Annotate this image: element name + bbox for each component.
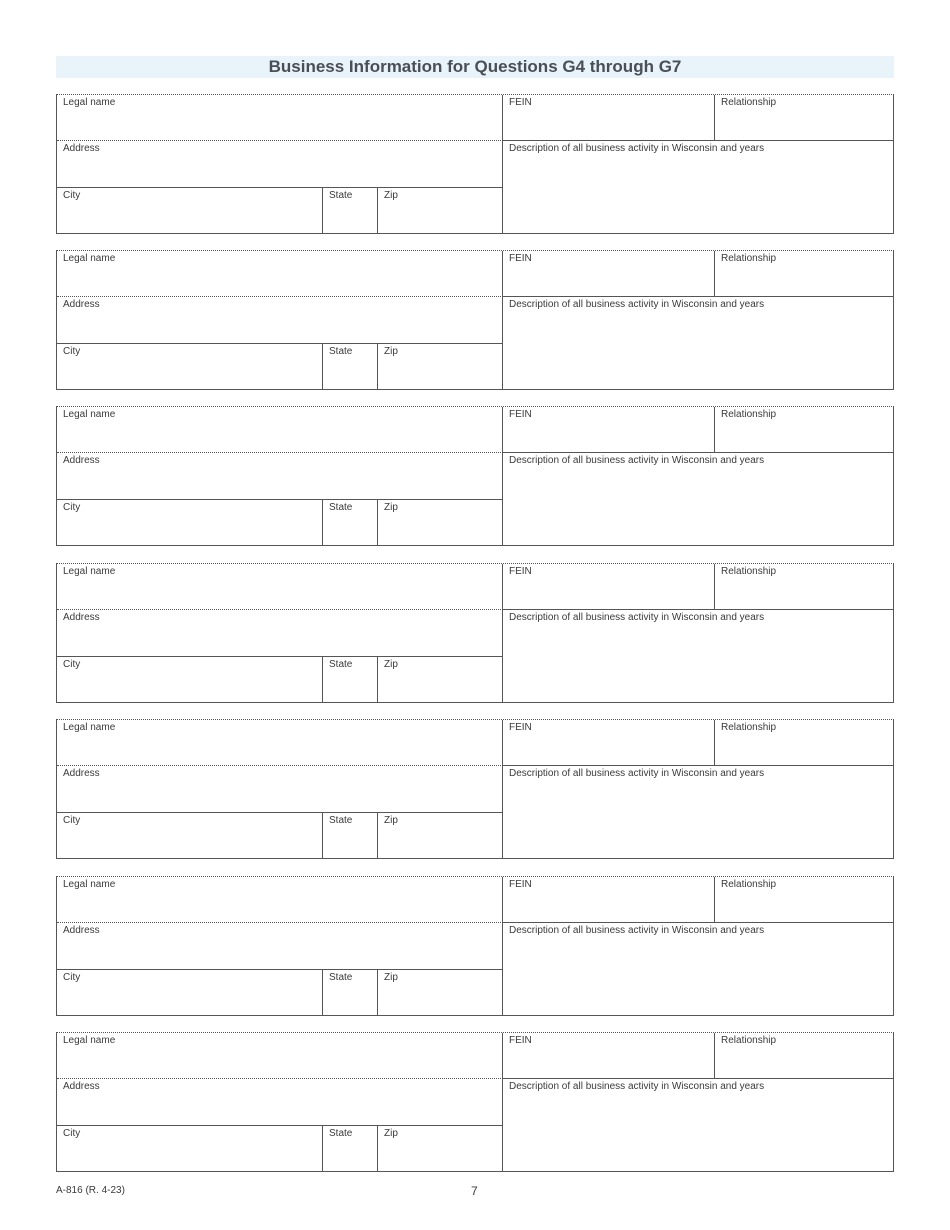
- state-field[interactable]: [323, 813, 378, 858]
- address-field-label: Address: [63, 455, 100, 466]
- state-field-label: State: [329, 972, 353, 983]
- zip-field-label: Zip: [384, 346, 398, 357]
- state-field-label: State: [329, 659, 353, 670]
- legal-name-field-label: Legal name: [63, 409, 116, 420]
- business-description-field-label: Description of all business activity in Wisconsin and years: [509, 299, 765, 310]
- fein-field[interactable]: [503, 564, 715, 610]
- state-field[interactable]: [323, 970, 378, 1015]
- state-field[interactable]: [323, 1126, 378, 1171]
- business-entry-6: [56, 876, 894, 1016]
- legal-name-field-label: Legal name: [63, 566, 116, 577]
- business-entry-3: [56, 406, 894, 546]
- legal-name-field-label: Legal name: [63, 722, 116, 733]
- address-field[interactable]: [57, 1079, 503, 1126]
- city-field-label: City: [63, 972, 81, 983]
- relationship-field[interactable]: [715, 1033, 893, 1079]
- fein-field[interactable]: [503, 1033, 715, 1079]
- business-description-field[interactable]: [503, 923, 893, 1015]
- legal-name-field[interactable]: [57, 720, 503, 766]
- relationship-field[interactable]: [715, 720, 893, 766]
- relationship-field[interactable]: [715, 407, 893, 453]
- state-field-label: State: [329, 502, 353, 513]
- city-field-label: City: [63, 346, 81, 357]
- relationship-field-label: Relationship: [721, 722, 777, 733]
- business-entry-2: [56, 250, 894, 390]
- legal-name-field[interactable]: [57, 1033, 503, 1079]
- business-description-field[interactable]: [503, 453, 893, 545]
- relationship-field-label: Relationship: [721, 97, 777, 108]
- city-field-label: City: [63, 659, 81, 670]
- relationship-field[interactable]: [715, 564, 893, 610]
- legal-name-field-label: Legal name: [63, 97, 116, 108]
- state-field[interactable]: [323, 657, 378, 702]
- zip-field-label: Zip: [384, 815, 398, 826]
- city-field-label: City: [63, 1128, 81, 1139]
- address-field[interactable]: [57, 141, 503, 188]
- fein-field[interactable]: [503, 95, 715, 141]
- city-field[interactable]: [57, 188, 323, 233]
- business-description-field-label: Description of all business activity in Wisconsin and years: [509, 612, 765, 623]
- zip-field-label: Zip: [384, 1128, 398, 1139]
- zip-field-label: Zip: [384, 190, 398, 201]
- legal-name-field[interactable]: [57, 564, 503, 610]
- city-field[interactable]: [57, 500, 323, 545]
- legal-name-field[interactable]: [57, 251, 503, 297]
- fein-field[interactable]: [503, 877, 715, 923]
- business-description-field[interactable]: [503, 1079, 893, 1171]
- business-description-field[interactable]: [503, 141, 893, 233]
- business-description-field[interactable]: [503, 766, 893, 858]
- city-field-label: City: [63, 815, 81, 826]
- city-field[interactable]: [57, 344, 323, 389]
- relationship-field[interactable]: [715, 877, 893, 923]
- state-field[interactable]: [323, 344, 378, 389]
- address-field[interactable]: [57, 766, 503, 813]
- fein-field[interactable]: [503, 720, 715, 766]
- relationship-field-label: Relationship: [721, 1035, 777, 1046]
- business-description-field-label: Description of all business activity in Wisconsin and years: [509, 768, 765, 779]
- legal-name-field-label: Legal name: [63, 1035, 116, 1046]
- fein-field-label: FEIN: [509, 1035, 532, 1046]
- relationship-field-label: Relationship: [721, 566, 777, 577]
- business-entry-4: [56, 563, 894, 703]
- fein-field[interactable]: [503, 251, 715, 297]
- address-field-label: Address: [63, 143, 100, 154]
- address-field[interactable]: [57, 923, 503, 970]
- business-entry-7: [56, 1032, 894, 1172]
- legal-name-field[interactable]: [57, 877, 503, 923]
- relationship-field[interactable]: [715, 95, 893, 141]
- business-description-field[interactable]: [503, 610, 893, 702]
- business-description-field[interactable]: [503, 297, 893, 389]
- city-field-label: City: [63, 190, 81, 201]
- business-entry-5: [56, 719, 894, 859]
- address-field[interactable]: [57, 297, 503, 344]
- fein-field-label: FEIN: [509, 97, 532, 108]
- zip-field[interactable]: [378, 1126, 503, 1171]
- address-field[interactable]: [57, 453, 503, 500]
- zip-field-label: Zip: [384, 972, 398, 983]
- zip-field[interactable]: [378, 813, 503, 858]
- address-field-label: Address: [63, 925, 100, 936]
- fein-field[interactable]: [503, 407, 715, 453]
- business-description-field-label: Description of all business activity in Wisconsin and years: [509, 455, 765, 466]
- address-field-label: Address: [63, 1081, 100, 1092]
- business-description-field-label: Description of all business activity in Wisconsin and years: [509, 925, 765, 936]
- fein-field-label: FEIN: [509, 879, 532, 890]
- city-field[interactable]: [57, 657, 323, 702]
- zip-field[interactable]: [378, 344, 503, 389]
- state-field-label: State: [329, 346, 353, 357]
- state-field-label: State: [329, 815, 353, 826]
- city-field[interactable]: [57, 1126, 323, 1171]
- city-field[interactable]: [57, 970, 323, 1015]
- zip-field[interactable]: [378, 657, 503, 702]
- form-id: A-816 (R. 4-23): [56, 1185, 125, 1196]
- zip-field-label: Zip: [384, 502, 398, 513]
- relationship-field-label: Relationship: [721, 879, 777, 890]
- business-description-field-label: Description of all business activity in Wisconsin and years: [509, 143, 765, 154]
- zip-field[interactable]: [378, 970, 503, 1015]
- fein-field-label: FEIN: [509, 566, 532, 577]
- legal-name-field-label: Legal name: [63, 253, 116, 264]
- city-field[interactable]: [57, 813, 323, 858]
- zip-field-label: Zip: [384, 659, 398, 670]
- page-title: Business Information for Questions G4 through G7: [268, 57, 682, 76]
- fein-field-label: FEIN: [509, 253, 532, 264]
- state-field[interactable]: [323, 188, 378, 233]
- legal-name-field-label: Legal name: [63, 879, 116, 890]
- fein-field-label: FEIN: [509, 722, 532, 733]
- zip-field[interactable]: [378, 188, 503, 233]
- state-field-label: State: [329, 1128, 353, 1139]
- relationship-field-label: Relationship: [721, 409, 777, 420]
- relationship-field-label: Relationship: [721, 253, 777, 264]
- business-entry-1: [56, 94, 894, 234]
- state-field-label: State: [329, 190, 353, 201]
- city-field-label: City: [63, 502, 81, 513]
- address-field-label: Address: [63, 768, 100, 779]
- state-field[interactable]: [323, 500, 378, 545]
- business-description-field-label: Description of all business activity in Wisconsin and years: [509, 1081, 765, 1092]
- legal-name-field[interactable]: [57, 407, 503, 453]
- address-field[interactable]: [57, 610, 503, 657]
- relationship-field[interactable]: [715, 251, 893, 297]
- fein-field-label: FEIN: [509, 409, 532, 420]
- section-header: [56, 56, 894, 78]
- legal-name-field[interactable]: [57, 95, 503, 141]
- zip-field[interactable]: [378, 500, 503, 545]
- address-field-label: Address: [63, 299, 100, 310]
- page-number: 7: [471, 1184, 478, 1198]
- address-field-label: Address: [63, 612, 100, 623]
